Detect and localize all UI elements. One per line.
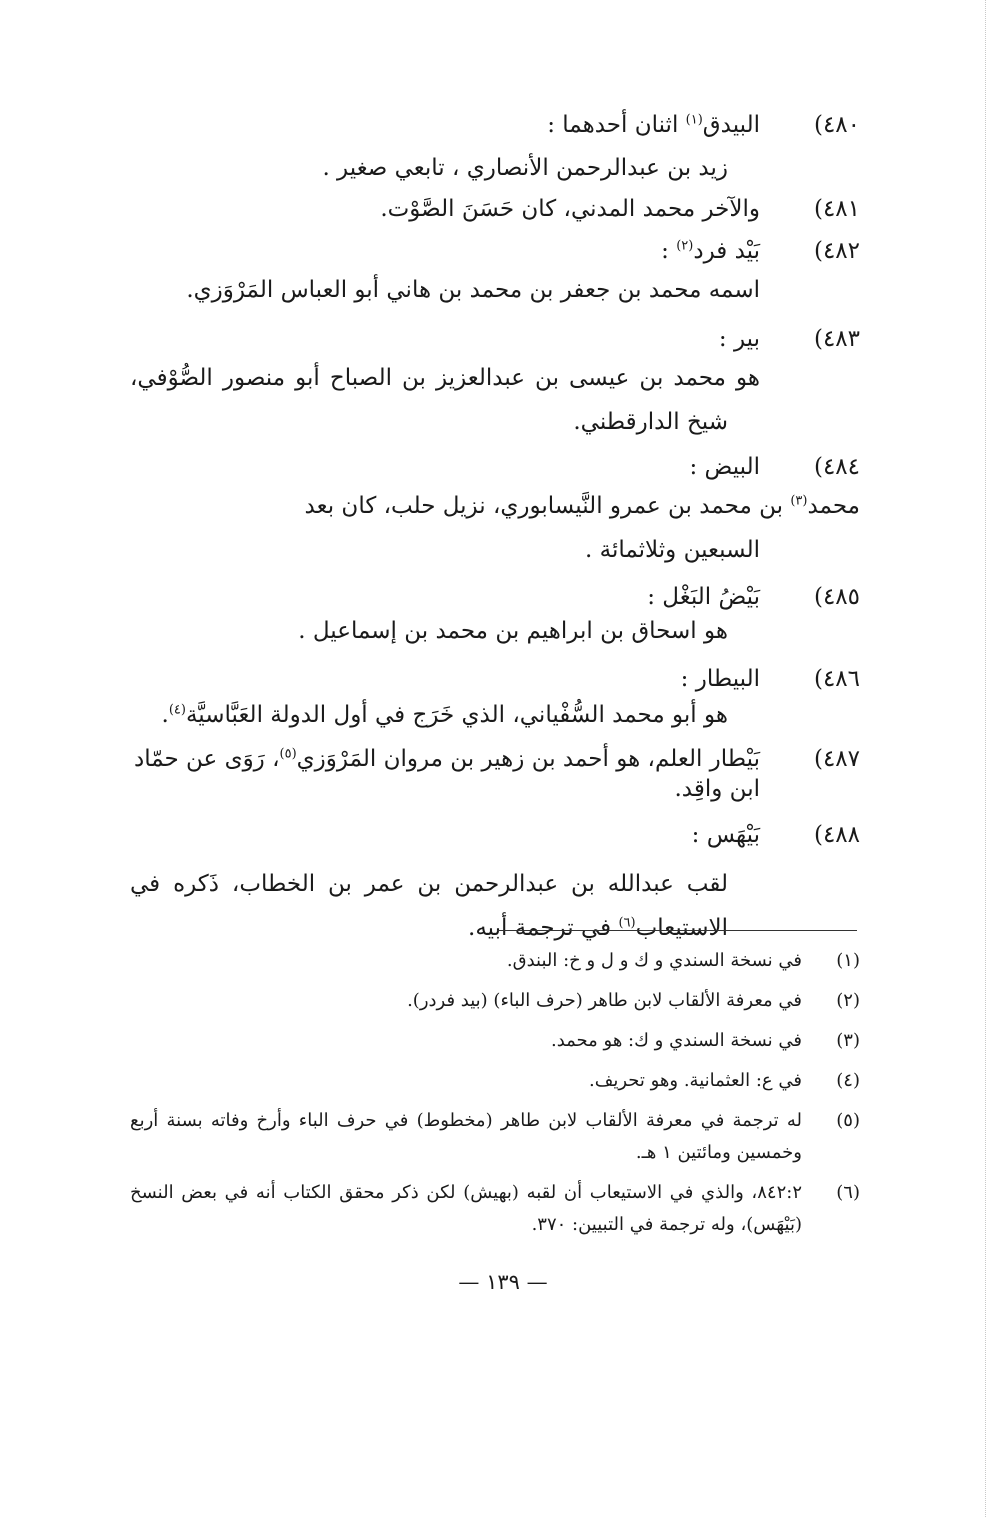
entry-482 [130, 234, 860, 268]
entry-483 [130, 322, 860, 356]
page-number: — ١٣٩ — [458, 1270, 548, 1294]
entry-heading: بَيْطار العلم، هو أحمد بن زهير بن مروان المَرْوَزي$^{(٥)}$، رَوَى عن حمّاد [133, 746, 760, 772]
footnote-ref: (٤) [168, 702, 186, 718]
footnote-number: (١) [836, 950, 860, 971]
footnote-number: (٢) [836, 990, 860, 1011]
footnote-ref: (١) [685, 112, 703, 128]
footnote-4 [130, 1065, 860, 1097]
entry-heading: بَيْضُ البَغْل : [647, 584, 760, 610]
entry-body: زيد بن عبدالرحمن الأنصاري ، تابعي صغير . [322, 155, 728, 181]
entry-body: محمد$^{(٣)}$ بن محمد بن عمرو النَّيسابوري، نزيل حلب، كان بعد [304, 493, 860, 519]
entry-number: ٤٨٣) [813, 326, 860, 352]
entry-487 [130, 742, 860, 802]
entry-heading: البيض : [689, 454, 760, 480]
footnote-number: (٤) [836, 1070, 860, 1091]
entry-body: هو أبو محمد السُّفْياني، الذي خَرَج في أول الدولة العَبَّاسيَّة$^{(٤)}$. [161, 702, 728, 728]
entry-body: هو اسحاق بن ابراهيم بن محمد بن إسماعيل . [298, 618, 728, 644]
entry-number: ٤٨٠) [813, 112, 860, 138]
entry-481 [130, 192, 860, 226]
footnote-number: (٥) [836, 1110, 860, 1131]
entry-number: ٤٨٨) [813, 822, 860, 848]
entry-heading-continuation: ابن واقِد. [674, 776, 760, 802]
entry-number: ٤٨٦) [813, 666, 860, 692]
entry-body: هو محمد بن عيسى بن عبدالعزيز بن الصباح أبو منصور الصُّوْفي، شيخ الدارقطني. [130, 365, 760, 435]
entry-486 [130, 662, 860, 696]
footnote-ref: (٢) [676, 238, 694, 254]
entry-heading: البيطار : [680, 666, 760, 692]
footnote-number: (٣) [836, 1030, 860, 1051]
entry-body: اسمه محمد بن جعفر بن محمد بن هاني أبو العباس المَرْوَزي. [186, 277, 760, 303]
footnote-1 [130, 945, 860, 977]
footnote-ref: (٣) [790, 493, 808, 509]
footnote-3 [130, 1025, 860, 1057]
footnote-text: في معرفة الألقاب لابن طاهر (حرف الباء) (بيد فردر). [407, 990, 802, 1011]
entry-number: ٤٨٢) [813, 238, 860, 264]
entry-heading: بَيْهَس : [691, 822, 760, 848]
main-text [130, 108, 860, 950]
entry-number: ٤٨٧) [813, 746, 860, 772]
footnote-ref: (٦) [618, 915, 636, 931]
footnote-text: في ع: العثمانية. وهو تحريف. [588, 1070, 802, 1091]
footnotes [130, 945, 860, 1241]
entry-number: ٤٨٥) [813, 584, 860, 610]
entry-number: ٤٨١) [813, 196, 860, 222]
footnote-text: في نسخة السندي و ك: هو محمد. [550, 1030, 802, 1051]
entry-heading: والآخر محمد المدني، كان حَسَنَ الصَّوْت. [380, 196, 760, 222]
entry-488 [130, 818, 860, 852]
footnote-text: له ترجمة في معرفة الألقاب لابن طاهر (مخطوط) في حرف الباء وأرخ وفاته بسنة أربع وخمسين ومائتين ١ هـ. [130, 1110, 802, 1163]
footnote-text: في نسخة السندي و ك و ل و خ: البندق. [506, 950, 802, 971]
footnote-2 [130, 985, 860, 1017]
footnote-text: ٨٤٢:٢، والذي في الاستيعاب أن لقبه (بهيش) لكن ذكر محقق الكتاب أنه في بعض النسخ (بَيْهَس)، وله ترجمة في التبيين: ٣٧٠. [130, 1182, 802, 1235]
footnote-separator [497, 930, 857, 931]
entry-body-continuation: السبعين وثلاثمائة . [584, 537, 760, 563]
footnote-5 [130, 1105, 860, 1169]
entry-number: ٤٨٤) [813, 454, 860, 480]
entry-484 [130, 450, 860, 484]
footnote-6 [130, 1177, 860, 1241]
entry-485 [130, 580, 860, 614]
entry-heading: البيدق$^{(١)}$ اثنان أحدهما : [547, 112, 760, 138]
entry-480 [130, 108, 860, 142]
footnote-number: (٦) [836, 1182, 860, 1203]
entry-heading: بَيْد فرد$^{(٢)}$ : [661, 238, 760, 264]
footnote-ref: (٥) [279, 746, 297, 762]
entry-heading: بير : [718, 326, 760, 352]
entry-body: لقب عبدالله بن عبدالرحمن بن عمر بن الخطاب، ذَكره في الاستيعاب$^{(٦)}$ في ترجمة أبيه. [130, 871, 728, 941]
